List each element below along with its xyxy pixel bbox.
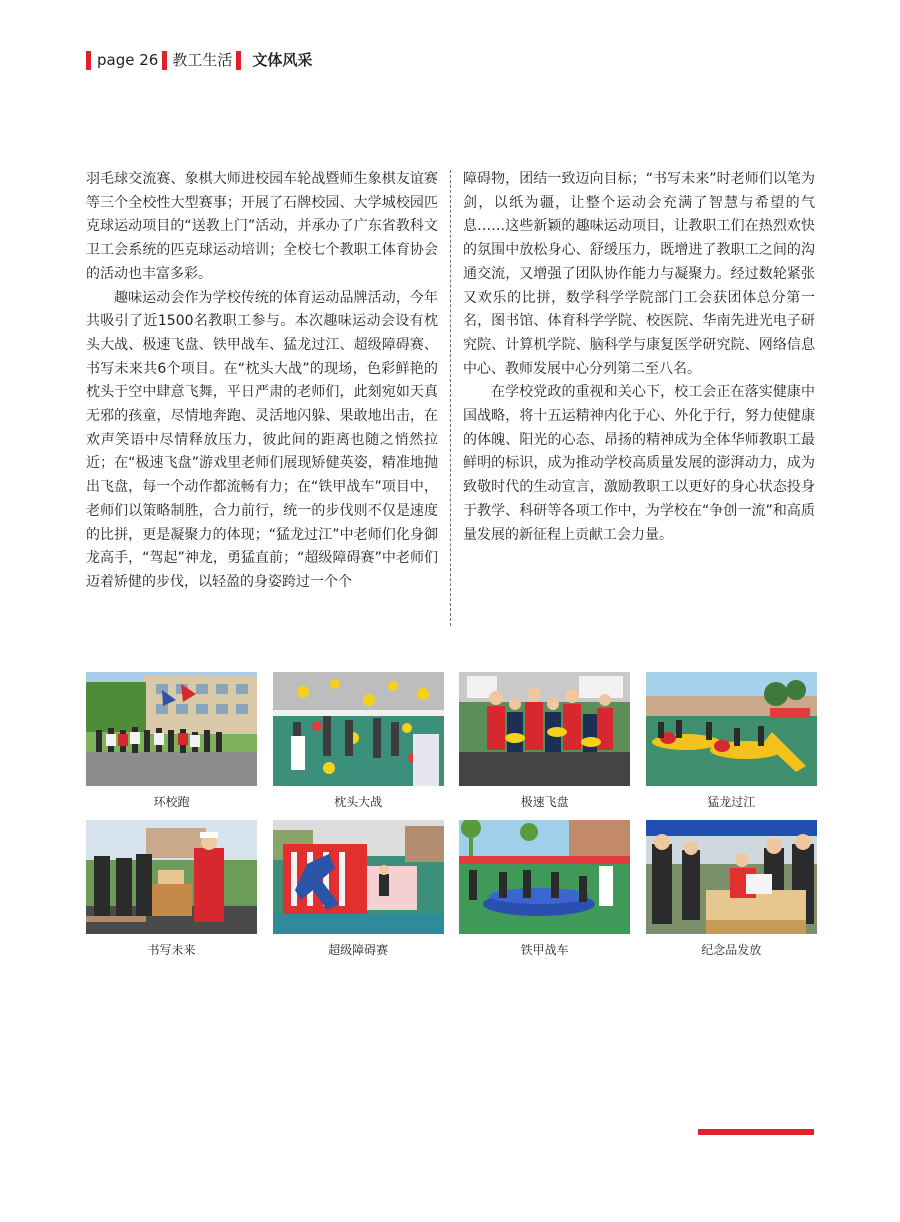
photo-caption: 枕头大战 bbox=[334, 795, 383, 809]
page-number: page 26 bbox=[97, 50, 159, 69]
header-category: 教工生活 bbox=[172, 50, 233, 69]
photo-item bbox=[646, 672, 817, 810]
paragraph: 羽毛球交流赛、象棋大师进校园车轮战暨师生象棋友谊赛等三个全校性大型赛事；开展了石牌校园、大学城校园匹克球运动项目的“送教上门”活动，并承办了广东省教科文卫工会系统的匹克球运动培训；全校七个教职工体育协会的活动也丰富多彩。 bbox=[86, 171, 438, 282]
page-header bbox=[86, 48, 312, 72]
photo-obstacle-race bbox=[273, 820, 444, 934]
photo-item bbox=[273, 672, 444, 810]
photo-armored-chariot bbox=[459, 820, 630, 934]
photo-item bbox=[273, 820, 444, 958]
photo-caption: 环校跑 bbox=[153, 795, 190, 809]
photo-campus-run bbox=[86, 672, 257, 786]
photo-caption: 书写未来 bbox=[147, 943, 196, 957]
article-column-right bbox=[463, 168, 815, 547]
photo-caption: 超级障碍赛 bbox=[328, 943, 389, 957]
header-separator-bar bbox=[236, 51, 241, 70]
header-section: 文体风采 bbox=[252, 50, 313, 69]
header-separator-bar bbox=[162, 51, 167, 70]
photo-item bbox=[86, 820, 257, 958]
footer-accent-bar bbox=[698, 1129, 814, 1135]
photo-caption: 铁甲战车 bbox=[520, 943, 569, 957]
photo-frisbee bbox=[459, 672, 630, 786]
photo-gallery bbox=[86, 672, 814, 958]
paragraph: 障碍物，团结一致迈向目标；“书写未来”时老师们以笔为剑，以纸为疆，让整个运动会充满了智慧与希望的气息……这些新颖的趣味运动项目，让教职工们在热烈欢快的氛围中放松身心、舒缓压力，既增进了教职工之间的沟通交流，又增强了团队协作能力与凝聚力。经过数轮紧张又欢乐的比拼，数学科学学院部门工会获团体总分第一名，图书馆、体育科学学院、校医院、华南先进光电子研究院、计算机学院、脑科学与康复医学研究院、网络信息中心、教师发展中心分列第二至八名。 bbox=[463, 171, 815, 377]
paragraph: 趣味运动会作为学校传统的体育运动品牌活动，今年共吸引了近1500名教职工参与。本次趣味运动会设有枕头大战、极速飞盘、铁甲战车、猛龙过江、超级障碍赛、书写未来共6个项目。在“枕头大战”的现场，色彩鲜艳的枕头于空中肆意飞舞，平日严肃的老师们，此刻宛如天真无邪的孩童，尽情地奔跑、灵活地闪躲、果敢地出击，在欢声笑语中尽情释放压力，彼此间的距离也随之悄然拉近；在“极速飞盘”游戏里老师们展现矫健英姿，精准地抛出飞盘，每一个动作都流畅有力；在“铁甲战车”项目中，老师们以策略制胜，合力前行，统一的步伐则不仅是速度的比拼，更是凝聚力的体现；“猛龙过江”中老师们化身御龙高手，“驾起”神龙，勇猛直前；“超级障碍赛”中老师们迈着矫健的步伐，以轻盈的身姿跨过一个个 bbox=[86, 289, 438, 590]
photo-dragon-race bbox=[646, 672, 817, 786]
header-accent-bar bbox=[86, 51, 91, 70]
photo-caption: 极速飞盘 bbox=[520, 795, 569, 809]
column-divider bbox=[450, 170, 451, 626]
photo-caption: 纪念品发放 bbox=[701, 943, 762, 957]
photo-souvenir-distribution bbox=[646, 820, 817, 934]
photo-item bbox=[459, 672, 630, 810]
photo-item bbox=[86, 672, 257, 810]
article-column-left bbox=[86, 168, 438, 595]
photo-writing-future bbox=[86, 820, 257, 934]
photo-pillow-fight bbox=[273, 672, 444, 786]
photo-item bbox=[646, 820, 817, 958]
photo-item bbox=[459, 820, 630, 958]
paragraph: 在学校党政的重视和关心下，校工会正在落实健康中国战略，将十五运精神内化于心、外化于行，努力使健康的体魄、阳光的心态、昂扬的精神成为全体华师教职工最鲜明的标识，成为推动学校高质量发展的澎湃动力，成为致敬时代的生动宣言，激励教职工以更好的身心状态投身于教学、科研等各项工作中，为学校在“争创一流”和高质量发展的新征程上贡献工会力量。 bbox=[463, 384, 815, 543]
photo-caption: 猛龙过江 bbox=[707, 795, 756, 809]
